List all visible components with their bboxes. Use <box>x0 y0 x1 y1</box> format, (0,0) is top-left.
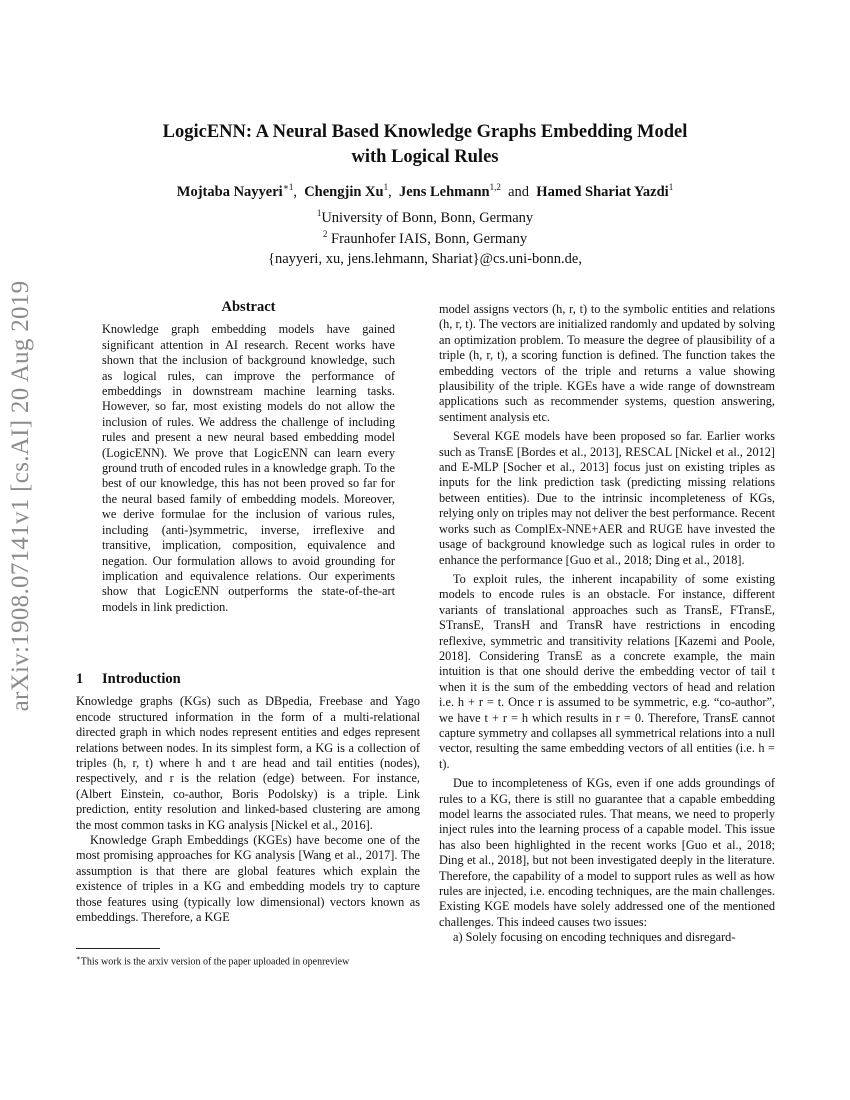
introduction-section <box>76 672 420 926</box>
section-number: 1 <box>76 671 84 687</box>
paper-title <box>0 120 850 170</box>
footnote <box>76 952 420 968</box>
title-line-1: LogicENN: A Neural Based Knowledge Graphs Embedding Model <box>162 122 688 142</box>
paragraph: To exploit rules, the inherent incapability of some existing models to encode rules is an obstacle. For instance, different variants of translational approaches such as TransE, FTransE, STransE, TransH and TransR have restrictions in encoding reflexive, symmetric and transitivity relations [Kazemi and Poole, 2018]. Considering TransE as a concrete example, the main intuition is that one should derive the embedding vector of tail t when it is the sum of the embedding vectors of head and relation i.e. h + r = t. Once r is assumed to be symmetric, e.g. “co-author”, we have t + r = h which results in r = 0. Therefore, TransE cannot capture symmetry and collapses all symmetrical relations into a null vector, resulting the same embedding vectors of all entities (i.e. h = t). <box>439 571 775 771</box>
footnote-mark: ∗ <box>76 954 81 962</box>
author-separator: , <box>293 183 297 200</box>
author-affiliation-mark: ∗1 <box>282 182 294 192</box>
author-affiliation-mark: 1 <box>668 182 674 192</box>
intro-paragraph-1: Knowledge graphs (KGs) such as DBpedia, Freebase and Yago encode structured information in the form of a multi-relational directed graph in which nodes represent entities and edges represent relations between nodes. In its simplest form, a KG is a collection of triples (h, r, t) where h and t are head and tail entities (nodes), respectively, and r is the relation (edge) between. For instance, (Albert Einstein, co-author, Boris Podolsky) is a triple. Link prediction, entity resolution and linked-based clustering are among the most common tasks in KG analysis [Nickel et al., 2016]. <box>76 694 420 832</box>
author-name: Jens Lehmann <box>398 183 490 200</box>
right-column <box>439 302 775 946</box>
affiliation-mark: 2 <box>322 229 328 239</box>
author-affiliation-mark: 1,2 <box>489 182 501 192</box>
paragraph: Several KGE models have been proposed so far. Earlier works such as TransE [Bordes et al., 2013], RESCAL [Nickel et al., 2012] and E-MLP [Socher et al., 2013] focus just on existing triples as inputs for the link prediction task (predicting missing relations between entities). Due to the intrinsic incompleteness of KGs, relying only on triples may not deliver the best performance. Recent works such as ComplEx-NNE+AER and RUGE have invested the usage of background knowledge such as logical rules in order to enhance the performance [Guo et al., 2018; Ding et al., 2018]. <box>439 429 775 567</box>
author-conjunction: and <box>508 183 530 200</box>
author-name: Hamed Shariat Yazdi <box>536 183 669 200</box>
author-separator: , <box>388 183 392 200</box>
arxiv-id-text: arXiv:1908.07141v1 [cs.AI] 20 Aug 2019 <box>7 280 34 712</box>
arxiv-identifier <box>7 280 34 712</box>
title-line-2: with Logical Rules <box>351 147 499 167</box>
author-affiliation-mark: 1 <box>383 182 389 192</box>
paragraph: a) Solely focusing on encoding techniques and disregard- <box>453 930 736 945</box>
abstract-heading: Abstract <box>221 299 276 315</box>
footnote-rule <box>76 948 160 949</box>
affiliation-text: Fraunhofer IAIS, Bonn, Germany <box>327 230 528 247</box>
paragraph: Due to incompleteness of KGs, even if one adds groundings of rules to a KG, there is still no guarantee that a capable embedding model learns the associated rules. That means, we need to properly inject rules into the learning process of a capable model. This issue has also been highlighted in the recent works [Guo et al., 2018; Ding et al., 2018], but not been investigated deeply in the literature. Therefore, the capability of a model to support rules as well as how rules are injected, i.e. encoding techniques, are the main challenges. Existing KGE models have solely addressed one of the mentioned challenges. This indeed causes two issues: <box>439 776 775 929</box>
affiliation-1 <box>0 208 850 227</box>
author-emails: {nayyeri, xu, jens.lehmann, Shariat}@cs.uni-bonn.de, <box>268 251 582 267</box>
author-name: Mojtaba Nayyeri <box>176 183 283 200</box>
section-heading <box>76 672 420 687</box>
paragraph: model assigns vectors (h, r, t) to the symbolic entities and relations (h, r, t). The vectors are initialized randomly and updated by solving an optimization problem. To measure the degree of plausibility of a triple (h, r, t), a scoring function is defined. The function takes the embedding vectors of the triple and returns a value showing plausibility of the triple. KGEs have a wide range of downstream applications such as recommender systems, question answering, sentiment analysis etc. <box>439 302 775 424</box>
affiliation-mark: 1 <box>316 208 322 218</box>
abstract-text: Knowledge graph embedding models have gained significant attention in AI research. Recent works have shown that the inclusion of background knowledge, such as logical rules, can improve the performance of embeddings in downstream machine learning tasks. However, so far, most existing models do not allow the inclusion of rules. We address the challenge of including rules and present a new neural based embedding model (LogicENN). We prove that LogicENN can learn every ground truth of encoded rules in a knowledge graph. To the best of our knowledge, this has not been proved so far for the neural based family of embedding models. Moreover, we derive formulae for the inclusion of various rules, including (anti-)symmetric, inverse, irreflexive and transitive, implication, composition, equivalence and negation. Our formulation allows to avoid grounding for implication and equivalence relations. Our experiments show that LogicENN outperforms the state-of-the-art models in link prediction. <box>102 322 395 614</box>
section-title: Introduction <box>102 671 181 687</box>
abstract-section <box>102 300 395 615</box>
intro-paragraph-2: Knowledge Graph Embeddings (KGEs) have become one of the most promising approaches for KG analysis [Wang et al., 2017]. The assumption is that there are global features which explain the existence of triples in a KG and embedding models try to capture those features using (typically low dimensional) vectors known as embeddings. Therefore, a KGE <box>76 833 420 925</box>
author-name: Chengjin Xu <box>304 183 384 200</box>
footnote-text: This work is the arxiv version of the paper uploaded in openreview <box>80 956 350 968</box>
affiliation-text: University of Bonn, Bonn, Germany <box>321 209 534 226</box>
author-list <box>0 182 850 201</box>
affiliation-2 <box>0 229 850 248</box>
